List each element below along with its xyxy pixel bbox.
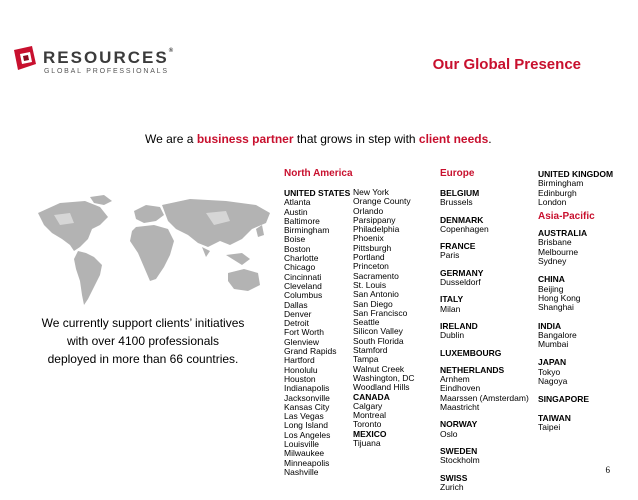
city-list: [284, 198, 353, 477]
city-name: Orlando: [353, 205, 384, 216]
city-name: Louisville: [284, 439, 319, 450]
country-group: [538, 395, 613, 404]
city-name: Portland: [353, 252, 385, 263]
city-name: Princeton: [353, 261, 389, 272]
country-label: ITALY: [440, 294, 464, 305]
country-group: [440, 447, 529, 466]
country-label: JAPAN: [538, 357, 567, 368]
city-name: Taipei: [538, 421, 561, 432]
world-map: [30, 195, 280, 310]
country-group: [440, 322, 529, 341]
region-heading: Asia-Pacific: [538, 211, 595, 223]
city-name: Dublin: [440, 330, 465, 341]
city-name: Fort Worth: [284, 327, 324, 338]
city-name: Copenhagen: [440, 223, 489, 234]
support-line: deployed in more than 66 countries.: [47, 352, 239, 366]
city-name: San Diego: [353, 298, 393, 309]
city-name: Milan: [440, 303, 461, 314]
city-name: Cleveland: [284, 280, 322, 291]
city-name: San Francisco: [353, 307, 408, 318]
city-name: Philadelphia: [353, 224, 400, 235]
country-label: NORWAY: [440, 419, 478, 430]
city-name: Toronto: [353, 419, 382, 430]
city-name: Sacramento: [353, 270, 399, 281]
city-name: San Antonio: [353, 289, 399, 300]
city-name: Paris: [440, 250, 460, 261]
uk-asia-section: [538, 170, 613, 441]
city-name: Oslo: [440, 428, 458, 439]
city-name: Tampa: [353, 354, 379, 365]
country-label: AUSTRALIA: [538, 228, 588, 239]
city-name: Birmingham: [538, 178, 584, 189]
city-name: Kansas City: [284, 401, 330, 412]
country-label: CHINA: [538, 274, 565, 285]
logo-mark-icon: [10, 44, 40, 74]
region-heading: North America: [284, 168, 353, 179]
city-name: Phoenix: [353, 233, 384, 244]
city-name: Brussels: [440, 197, 473, 208]
country-label: TAIWAN: [538, 412, 571, 423]
tagline: We are a business partner that grows in step with client needs.: [145, 132, 492, 146]
city-name: Stamford: [353, 345, 388, 356]
country-group: [440, 295, 529, 314]
country-group: [440, 349, 529, 358]
country-label: LUXEMBOURG: [440, 347, 502, 358]
city-name: Detroit: [284, 318, 310, 329]
city-name: Jacksonville: [284, 392, 330, 403]
city-name: New York: [353, 187, 389, 197]
city-name: Washington, DC: [353, 372, 415, 383]
country-label: GERMANY: [440, 267, 484, 278]
city-name: Stockholm: [440, 455, 480, 466]
city-name: Denver: [284, 308, 312, 319]
city-name: Sydney: [538, 256, 567, 267]
city-name: Milwaukee: [284, 448, 325, 459]
region-heading: Europe: [440, 168, 475, 179]
city-name: Cincinnati: [284, 271, 322, 282]
city-name: Brisbane: [538, 237, 572, 248]
city-name: Austin: [284, 206, 308, 217]
support-statement: [8, 314, 278, 368]
city-name: Charlotte: [284, 253, 319, 264]
country-label: DENMARK: [440, 214, 484, 225]
city-name: Long Island: [284, 420, 328, 431]
page-title: Our Global Presence: [432, 56, 581, 73]
country-label: SWEDEN: [440, 445, 478, 456]
city-name: Nashville: [284, 466, 319, 477]
city-name: Mumbai: [538, 339, 569, 350]
country-group: [538, 229, 613, 266]
city-name: Arnhem: [440, 374, 470, 385]
city-name: Atlanta: [284, 197, 311, 208]
city-name: Tokyo: [538, 366, 561, 377]
country-group: [440, 189, 529, 208]
city-name: Honolulu: [284, 364, 318, 375]
country-label: MEXICO: [353, 428, 387, 439]
city-list: [353, 402, 415, 430]
city-name: Hartford: [284, 355, 315, 366]
city-name: Houston: [284, 373, 316, 384]
city-name: Seattle: [353, 317, 380, 328]
city-name: Tijuana: [353, 438, 381, 449]
city-list: [353, 439, 415, 448]
country-label: UNITED STATES: [284, 188, 351, 198]
country-label: INDIA: [538, 320, 562, 331]
country-label: UNITED KINGDOM: [538, 169, 614, 179]
country-label: SINGAPORE: [538, 394, 590, 405]
city-name: Parsippany: [353, 214, 396, 225]
europe-section: [440, 168, 529, 500]
city-name: Baltimore: [284, 215, 320, 226]
city-name: Minneapolis: [284, 457, 330, 468]
city-name: Hong Kong: [538, 292, 581, 303]
country-group: [538, 414, 613, 433]
city-name: London: [538, 196, 567, 207]
country-group: [440, 242, 529, 261]
city-name: Columbus: [284, 290, 323, 301]
city-name: Indianapolis: [284, 383, 330, 394]
city-name: Bangalore: [538, 329, 577, 340]
city-name: Glenview: [284, 336, 319, 347]
city-name: Silicon Valley: [353, 326, 403, 337]
country-group: [538, 275, 613, 312]
country-label: FRANCE: [440, 241, 476, 252]
country-group: [538, 358, 613, 386]
city-name: Zurich: [440, 481, 464, 492]
support-line: We currently support clients’ initiatives: [41, 316, 245, 330]
country-list: [440, 189, 529, 492]
logo-wordmark: RESOURCES®: [43, 48, 174, 67]
city-name: Montreal: [353, 410, 387, 421]
city-list: [538, 179, 613, 207]
city-name: Chicago: [284, 262, 316, 273]
city-name: Dusseldorf: [440, 277, 481, 288]
city-name: Calgary: [353, 400, 383, 411]
city-name: Boston: [284, 243, 311, 254]
city-name: Melbourne: [538, 246, 579, 257]
country-label: NETHERLANDS: [440, 364, 505, 375]
company-logo: [10, 44, 180, 84]
city-name: Eindhoven: [440, 383, 481, 394]
city-name: Nagoya: [538, 376, 568, 387]
country-label: CANADA: [353, 391, 390, 402]
country-group: [440, 269, 529, 288]
country-label: BELGIUM: [440, 188, 480, 198]
city-name: Los Angeles: [284, 429, 331, 440]
city-name: Boise: [284, 234, 306, 245]
city-name: Edinburgh: [538, 187, 577, 198]
city-name: Birmingham: [284, 225, 330, 236]
north-america-section: [284, 168, 353, 477]
north-america-cities-2: [353, 188, 415, 448]
city-name: Woodland Hills: [353, 382, 410, 393]
country-group: [538, 322, 613, 350]
city-name: South Florida: [353, 335, 404, 346]
city-name: Orange County: [353, 196, 411, 207]
country-group: [440, 216, 529, 235]
city-name: Beijing: [538, 283, 564, 294]
country-label: SWISS: [440, 472, 468, 483]
city-name: Maarssen (Amsterdam): [440, 392, 529, 403]
country-group: [440, 420, 529, 439]
city-name: Shanghai: [538, 302, 574, 313]
city-name: Maastricht: [440, 402, 480, 413]
support-line: with over 4100 professionals: [66, 334, 220, 348]
page-number: 6: [605, 465, 610, 475]
country-group: [440, 474, 529, 493]
city-name: Walnut Creek: [353, 363, 405, 374]
country-group: [440, 366, 529, 412]
city-name: Dallas: [284, 299, 308, 310]
country-list: [538, 229, 613, 432]
city-name: Grand Rapids: [284, 346, 337, 357]
city-name: Las Vegas: [284, 411, 324, 422]
city-list: [353, 188, 415, 393]
country-label: IRELAND: [440, 320, 478, 331]
logo-subtitle: GLOBAL PROFESSIONALS: [44, 68, 169, 75]
city-name: Pittsburgh: [353, 242, 392, 253]
city-name: St. Louis: [353, 279, 387, 290]
